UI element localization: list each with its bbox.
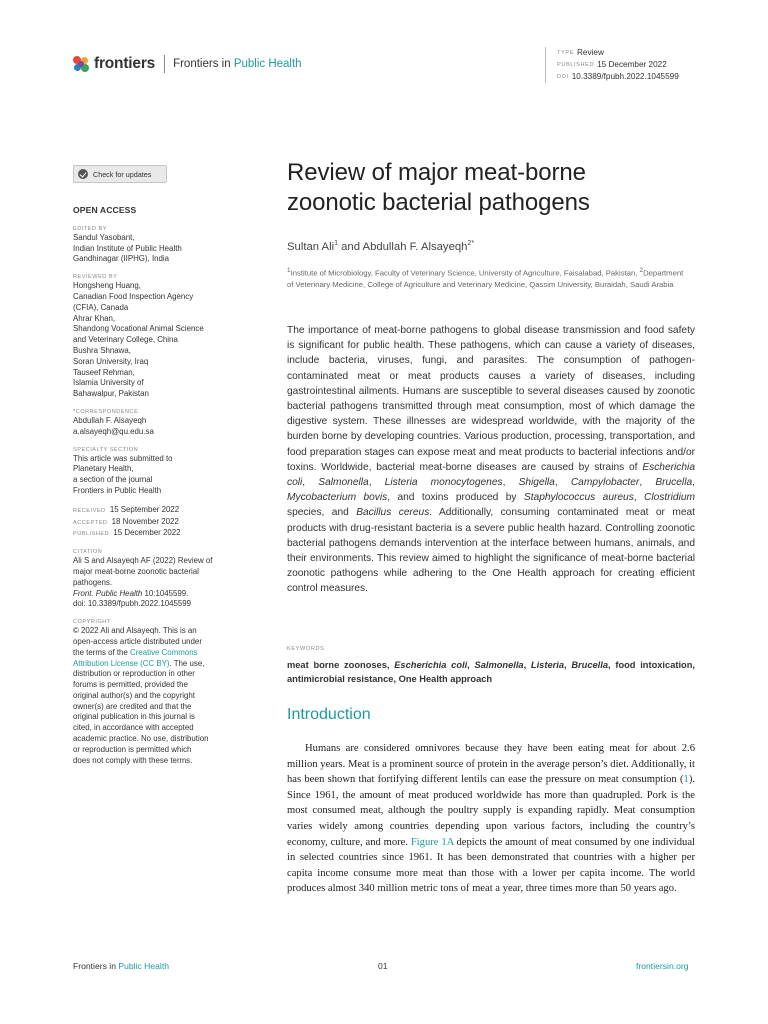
- reference-link[interactable]: 1: [683, 774, 689, 786]
- author-list: Sultan Ali$^1$ and Abdullah F. Alsayeqh$^{2*}$: [287, 240, 475, 253]
- introduction-paragraph: Humans are considered omnivores because they have been eating meat for about 2.6 million years. Meat is a prominent source of protein in the average person’s diet. Additionally, it has been shown that fortifying different lentils can ease the pressure on meat consumption (1). Since 1961, the amount of meat produced worldwide has more than quadrupled. Pork is the most consumed meat, although the poultry supply is expanding rapidly. Meat consumption varies widely among countries depending upon various factors, including the country’s economy, culture, and more. Figure 1A depicts the amount of meat consumed by one individual in selected countries since 1961. It has been demonstrated that countries with a higher per capita income consume more meat than those with a lower per capita income. The world produces almost 340 million metric tons of meat a year, three times more than 50 years ago.: [287, 743, 695, 895]
- reviewed-by: Hongsheng Huang, Canadian Food Inspection Agency (CFIA), Canada Ahrar Khan, Shandong Vocational Animal Science and Veterinary College, China Bushra Shnawa, Soran University, Iraq Tauseef Rehman, Islamia University of Bahawalpur, Pakistan: [73, 281, 204, 399]
- check-updates-label: Check for updates: [93, 169, 152, 179]
- date-accepted: ACCEPTED 18 November 2022: [73, 516, 179, 526]
- copyright: © 2022 Ali and Alsayeqh. This is an open-access article distributed under the terms of the Creative Commons Attribution License (CC BY). The use, distribution or reproduction in other forums is permitted, provided the original author(s) and the copyright owner(s) are credited and that the original publication in this journal is cited, in accordance with accepted academic practice. No use, distribution or reproduction is permitted which does not comply with these terms.: [73, 626, 209, 765]
- correspondence-email-link[interactable]: a.alsayeqh@qu.edu.sa: [73, 426, 154, 436]
- specialty-section: This article was submitted to Planetary Health, a section of the journal Frontiers in Public Health: [73, 453, 173, 495]
- copyright-label: COPYRIGHT: [73, 619, 111, 626]
- citation-label: CITATION: [73, 549, 103, 556]
- date-published: PUBLISHED 15 December 2022: [73, 528, 181, 538]
- frontiers-logo-icon: [73, 56, 90, 73]
- citation: Ali S and Alsayeqh AF (2022) Review of major meat-borne zoonotic bacterial pathogens. Front. Public Health 10:1045599. doi: 10.3389/fpubh.2022.1045599: [73, 556, 238, 610]
- journal-prefix: Frontiers in: [173, 58, 231, 70]
- correspondence: Abdullah F. Alsayeqh a.alsayeqh@qu.edu.sa: [73, 416, 238, 438]
- journal-brand[interactable]: [73, 54, 302, 74]
- page-number: 01: [378, 961, 388, 971]
- correspondence-label: *CORRESPONDENCE: [73, 408, 139, 415]
- check-circle-icon: [78, 169, 88, 179]
- open-access-label: OPEN ACCESS: [73, 205, 137, 215]
- citation-doi-link[interactable]: doi: 10.3389/fpubh.2022.1045599: [73, 599, 192, 609]
- author-name[interactable]: Sultan Ali: [287, 240, 335, 253]
- keywords-label: KEYWORDS: [287, 646, 325, 652]
- reviewed-by-label: REVIEWED BY: [73, 274, 118, 281]
- affiliations: $^1$Institute of Microbiology, Faculty of Veterinary Science, University of Agriculture, Faisalabad, Pakistan, $^2$Department of Veterinary Medicine, College of Agriculture and Veterinary Medicine, Qassim University, Buraidah, Saudi Arabia: [287, 267, 684, 289]
- author-name[interactable]: Abdullah F. Alsayeqh: [362, 240, 468, 253]
- cc-license-link[interactable]: Creative Commons: [130, 647, 198, 657]
- specialty-section-label: SPECIALTY SECTION: [73, 446, 139, 453]
- meta-published: PUBLISHED 15 December 2022: [557, 60, 667, 69]
- abstract: The importance of meat-borne pathogens to global disease transmission and food safety is significant for public health. These pathogens, which can cause a variety of diseases, include bacteria, viruses, fungi, and parasites. The consumption of pathogen-contaminated meat or meat products causes a variety of diseases, including gastrointestinal ailments. Humans are susceptible to several diseases caused by zoonotic bacterial pathogens transmitted through meat consumption, most of which damage the digestive system. These illnesses are widespread worldwide, with the majority of the burden borne by developing countries. Various production, processing, transportation, and food preparation stages can expose meat and meat products to bacterial infections and/or toxins. Worldwide, bacterial meat-borne diseases are caused by strains of Escherichia coli, Salmonella, Listeria monocytogenes, Shigella, Campylobacter, Brucella, Mycobacterium bovis, and toxins produced by Staphylococcus aureus, Clostridium species, and Bacillus cereus. Additionally, consuming contaminated meat or meat products with drug-resistant bacteria is a severe public health hazard. Controlling zoonotic bacterial pathogens demands intervention at the interface between humans, animals, and their environments. This review aimed to highlight the significance of meat-borne bacterial zoonotic pathogens while adhering to the One Health approach for creating efficient control measures.: [287, 325, 695, 595]
- journal-accent: Public Health: [233, 58, 302, 70]
- cc-license-link-cont[interactable]: Attribution License (CC BY): [73, 658, 170, 668]
- article-meta: [545, 47, 679, 83]
- section-heading-introduction: Introduction: [287, 706, 371, 723]
- edited-by: Sandul Yasobant, Indian Institute of Public Health Gandhinagar (IIPHG), India: [73, 232, 182, 264]
- article-sidebar: [73, 205, 238, 766]
- check-for-updates-button[interactable]: [73, 165, 167, 183]
- date-received: RECEIVED 15 September 2022: [73, 504, 180, 514]
- figure-link[interactable]: Figure 1A: [410, 836, 454, 848]
- footer-journal: Frontiers in Public Health: [73, 961, 170, 971]
- meta-type: TYPE Review: [557, 48, 604, 57]
- edited-by-label: EDITED BY: [73, 225, 108, 232]
- meta-doi[interactable]: DOI 10.3389/fpubh.2022.1045599: [557, 72, 679, 81]
- footer-site-link[interactable]: frontiersin.org: [636, 961, 689, 971]
- brand-divider: [164, 55, 165, 73]
- frontiers-wordmark: frontiers: [94, 55, 156, 72]
- keywords: meat borne zoonoses, Escherichia coli, Salmonella, Listeria, Brucella, food intoxication, antimicrobial resistance, One Health approach: [287, 660, 695, 684]
- article-dates: [73, 505, 238, 540]
- journal-name: [173, 58, 302, 70]
- article-title: Review of major meat-borne zoonotic bacterial pathogens: [287, 159, 590, 216]
